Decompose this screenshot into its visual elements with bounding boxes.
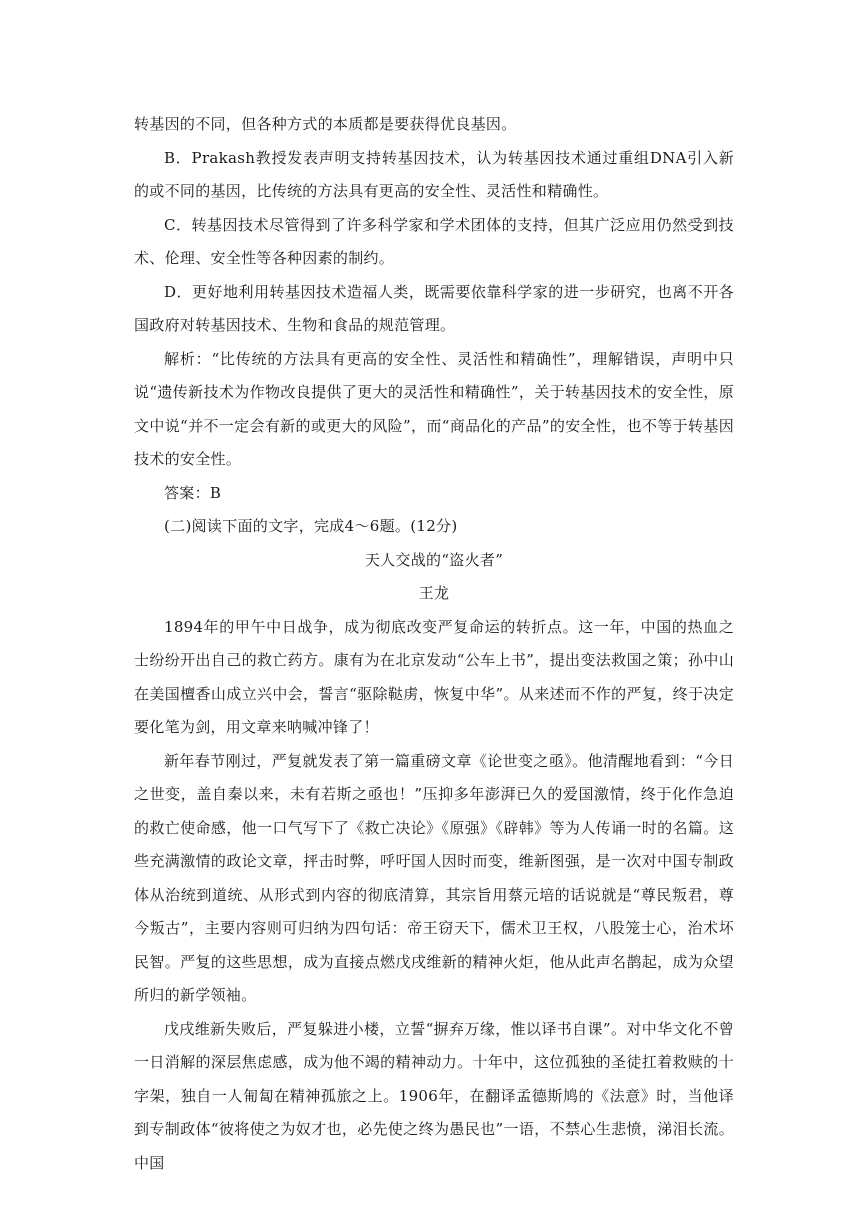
article-paragraph: 戊戌维新失败后，严复躲进小楼，立誓“摒弃万缘，惟以译书自课”。对中华文化不曾一日消解的深层焦虑感，成为他不竭的精神动力。十年中，这位孤独的圣徒扛着救赎的十字架，独自一人匍匐在精神孤旅之上。1906年，在翻译孟德斯鸠的《法意》时，当他译到专制政体“彼将使之为奴才也，必先使之终为愚民也”一语，不禁心生悲愤，涕泪长流。中国 <box>134 1019 734 1172</box>
article-author: 王龙 <box>418 584 450 602</box>
option-b: B．Prakash教授发表声明支持转基因技术，认为转基因技术通过重组DNA引入新的或不同的基因，比传统的方法具有更高的安全性、灵活性和精确性。 <box>134 148 734 200</box>
question3-continuation: 转基因的不同，但各种方式的本质都是要获得优良基因。 <box>134 115 517 133</box>
article-title: 天人交战的“盗火者” <box>364 550 504 569</box>
option-c: C．转基因技术尽管得到了许多科学家和学术团体的支持，但其广泛应用仍然受到技术、伦理、安全性等各种因素的制约。 <box>134 215 734 267</box>
document-page <box>134 108 734 1180</box>
option-d: D．更好地利用转基因技术造福人类，既需要依靠科学家的进一步研究，也离不开各国政府对转基因技术、生物和食品的规范管理。 <box>134 282 734 334</box>
article-paragraph: 新年春节刚过，严复就发表了第一篇重磅文章《论世变之亟》。他清醒地看到：“今日之世变，盖自秦以来，未有若斯之亟也！”压抑多年澎湃已久的爱国激情，终于化作急迫的救亡使命感，他一口气写下了《救亡决论》《原强》《辟韩》等为人传诵一时的名篇。这些充满激情的政论文章，抨击时弊，呼吁国人因时而变，维新图强，是一次对中国专制政体从治统到道统、从形式到内容的彻底清算，其宗旨用蔡元培的话说就是“尊民叛君，尊今叛古”，主要内容则可归纳为四句话：帝王窃天下，儒术卫王权，八股笼士心，治术坏民智。严复的这些思想，成为直接点燃戊戌维新的精神火炬，他从此声名鹊起，成为众望所归的新学领袖。 <box>134 751 734 1004</box>
answer: 答案：B <box>164 483 222 502</box>
section-instruction: (二)阅读下面的文字，完成4～6题。(12分) <box>164 517 458 535</box>
article-paragraph: 1894年的甲午中日战争，成为彻底改变严复命运的转折点。这一年，中国的热血之士纷纷开出自己的救亡药方。康有为在北京发动“公车上书”，提出变法救国之策；孙中山在美国檀香山成立兴中会，誓言“驱除鞑虏，恢复中华”。从来述而不作的严复，终于决定要化笔为剑，用文章来呐喊冲锋了！ <box>134 617 734 736</box>
analysis: 解析：“比传统的方法具有更高的安全性、灵活性和精确性”，理解错误，声明中只说“遗传新技术为作物改良提供了更大的灵活性和精确性”，关于转基因技术的安全性，原文中说“并不一定会有新的或更大的风险”，而“商品化的产品”的安全性，也不等于转基因技术的安全性。 <box>134 349 734 468</box>
